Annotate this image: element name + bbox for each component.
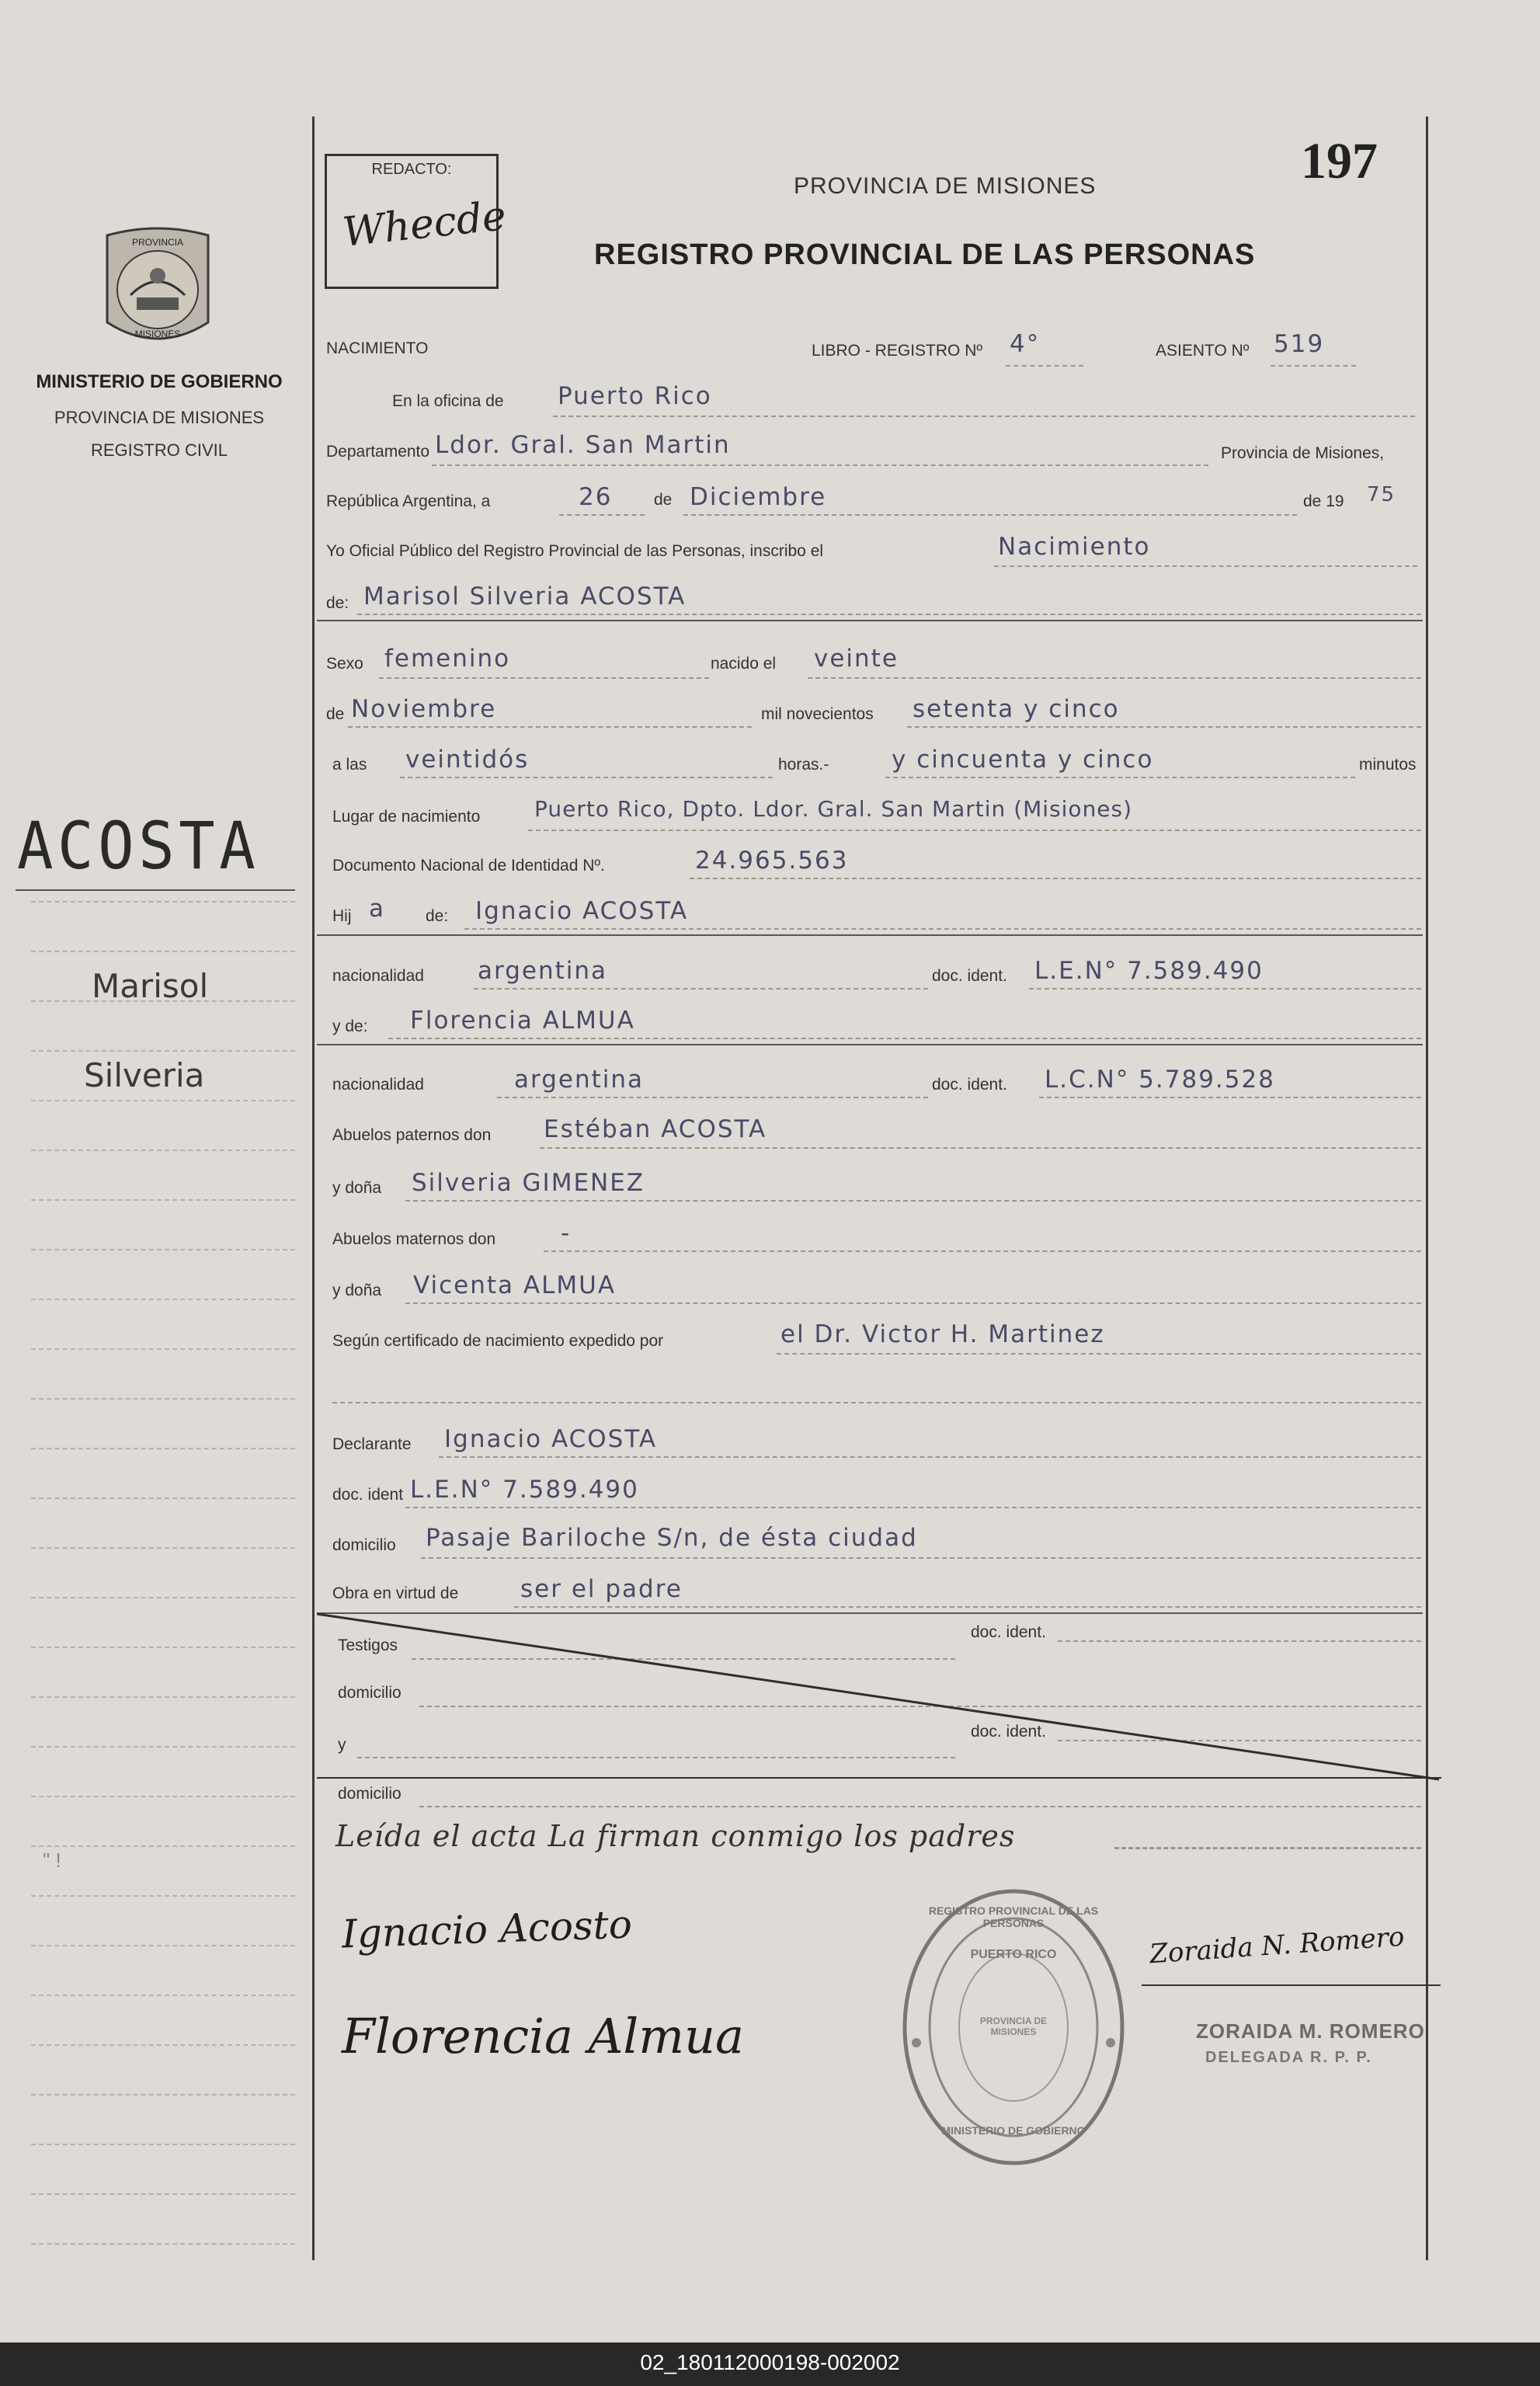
signature-madre: Florencia Almua [342,2008,744,2064]
domicilio-value: Pasaje Bariloche S/n, de ésta ciudad [426,1524,918,1552]
ministry-line1: MINISTERIO DE GOBIERNO [36,371,283,392]
abuelo-pat-value: Estéban ACOSTA [544,1115,767,1143]
leida-value: Leída el acta La firman conmigo los padres [335,1819,1016,1853]
abuela-pat-value: Silveria GIMENEZ [412,1169,645,1197]
obra-label: Obra en virtud de [332,1584,459,1602]
margin-ruled-line [31,1895,295,1897]
abuelos-pat-label: Abuelos paternos don [332,1126,492,1144]
margin-ruled-line [31,1845,295,1847]
doc-decl-label: doc. ident [332,1486,404,1504]
y-dona-label: y doña [332,1179,382,1197]
provincia-label: Provincia de Misiones, [1221,444,1385,462]
padre-value: Ignacio ACOSTA [475,897,689,925]
oficina-value: Puerto Rico [558,382,712,410]
margin-ruled-line [31,1746,295,1748]
margin-name2: Silveria [84,1056,205,1094]
nacionalidad-madre-value: argentina [514,1066,645,1094]
de-label3: de [326,705,345,723]
hij-label: Hij [332,907,352,925]
certificado-value: el Dr. Victor H. Martinez [780,1320,1105,1348]
mes-nac-value: Noviembre [351,695,497,723]
margin-ruled-line [31,1398,295,1400]
margin-surname: ACOSTA [17,808,260,884]
margin-ruled-line [31,2044,295,2046]
nacionalidad-label2: nacionalidad [332,1076,424,1094]
asiento-value: 519 [1274,330,1325,358]
margin-ruled-line [31,1497,295,1499]
signature-oficial: Zoraida N. Romero [1149,1921,1406,1970]
year-value: 75 [1367,483,1396,506]
testigos-cross-line [317,1612,1443,1783]
doc-t1-label: doc. ident. [971,1623,1046,1641]
nacimiento-label: NACIMIENTO [326,339,429,357]
hij-suffix-value: a [369,895,385,923]
margin-ruled-line [31,901,295,903]
de-label4: de: [426,907,449,925]
nacionalidad-padre-value: argentina [478,957,608,985]
margin-ruled-line [31,1696,295,1698]
declarante-label: Declarante [332,1435,412,1453]
margin-ruled-line [31,1448,295,1449]
margin-ruled-line [31,1597,295,1598]
margin-ruled-line [31,1647,295,1648]
seal-text-top: PROVINCIA [131,237,183,248]
departamento-value: Ldor. Gral. San Martin [435,431,731,459]
ministry-line3: REGISTRO CIVIL [90,440,228,460]
a-las-label: a las [332,756,367,774]
page-number: 197 [1301,133,1378,190]
stamp-role: DELEGADA R. P. P. [1205,2049,1372,2066]
de-label: de [654,491,673,509]
yo-oficial-label: Yo Oficial Público del Registro Provincial de las Personas, inscribo el [326,542,824,560]
madre-value: Florencia ALMUA [410,1007,635,1035]
redacto-signature: Whecde [340,193,509,256]
nombre-value: Marisol Silveria ACOSTA [363,583,687,610]
seal-text-bottom: MISIONES [134,329,181,339]
republica-label: República Argentina, a [326,492,491,510]
libro-label: LIBRO - REGISTRO Nº [812,342,983,360]
asiento-label: ASIENTO Nº [1156,342,1250,360]
oficina-label: En la oficina de [392,392,504,410]
dni-value: 24.965.563 [695,847,849,875]
dni-label: Documento Nacional de Identidad Nº. [332,857,605,875]
declarante-value: Ignacio ACOSTA [444,1425,658,1453]
margin-ruled-line [31,1299,295,1300]
docident-label: doc. ident. [932,967,1007,985]
departamento-label: Departamento [326,443,430,461]
doc-decl-value: L.E.N° 7.589.490 [410,1476,639,1504]
margin-ruled-line [31,1100,295,1101]
certificado-label: Según certificado de nacimiento expedido por [332,1332,664,1350]
nacido-label: nacido el [711,655,777,673]
ministry-seal [99,221,216,355]
abuela-mat-value: Vicenta ALMUA [413,1271,617,1299]
seal-outer-text: REGISTRO PROVINCIAL DE LAS PERSONAS [928,1904,1099,1929]
margin-ruled-line [31,2144,295,2145]
margin-surname-underline [16,889,295,891]
margin-ruled-line [31,2094,295,2096]
de-year-label: de 19 [1303,492,1344,510]
obra-value: ser el padre [520,1575,683,1603]
dia-value: 26 [579,483,613,511]
seal-bottom-text: MINISTERIO DE GOBIERNO [941,2124,1086,2137]
domicilio-t1-label: domicilio [338,1684,402,1702]
dia-nac-value: veinte [814,645,899,673]
margin-ruled-line [31,1945,295,1946]
hora-value: veintidós [405,746,530,774]
seal-inner-text: PROVINCIA DE MISIONES [979,2016,1048,2037]
margin-ruled-line [31,1547,295,1549]
mil-label: mil novecientos [761,705,874,723]
margin-ruled-line [31,1199,295,1201]
header-province: PROVINCIA DE MISIONES [794,173,1097,199]
margin-ruled-line [31,1796,295,1797]
de-label2: de: [326,594,349,612]
lugar-value: Puerto Rico, Dpto. Ldor. Gral. San Martin (Misiones) [534,796,1133,822]
stamp-name: ZORAIDA M. ROMERO [1196,2019,1425,2043]
margin-ruled-line [31,1348,295,1350]
horas-label: horas.- [778,756,829,774]
domicilio-t2-label: domicilio [338,1785,402,1803]
margin-ruled-line [31,951,295,952]
margin-ruled-line [31,1150,295,1151]
official-seal [901,1887,1126,2167]
redacto-label: REDACTO: [371,161,452,178]
y-dona-label2: y doña [332,1282,382,1299]
redacto-box [325,154,509,289]
anio-nac-value: setenta y cinco [913,695,1120,723]
header-title: REGISTRO PROVINCIAL DE LAS PERSONAS [594,238,1256,271]
y-label: y [338,1736,346,1754]
lugar-label: Lugar de nacimiento [332,808,481,826]
right-frame-line [1426,117,1428,2260]
libro-value: 4° [1010,330,1041,358]
sexo-value: femenino [384,645,511,673]
signature-padre: Ignacio Acosto [341,1901,633,1957]
acto-value: Nacimiento [998,533,1151,561]
ministry-line2: PROVINCIA DE MISIONES [54,408,265,427]
testigos-label: Testigos [338,1636,398,1654]
y-de-label: y de: [332,1017,368,1035]
docident-label2: doc. ident. [932,1076,1007,1094]
abuelo-mat-value: - [561,1219,572,1247]
margin-name1: Marisol [92,967,209,1005]
footer-id: 02_180112000198-002002 [640,2350,900,2374]
margin-ruled-line [31,1000,295,1002]
margin-ruled-line [31,2243,295,2245]
minutos-prefix-value: y cincuenta y cinco [892,746,1154,774]
abuelos-mat-label: Abuelos maternos don [332,1230,496,1248]
domicilio-label: domicilio [332,1536,396,1554]
doc-madre-value: L.C.N° 5.789.528 [1045,1066,1275,1094]
left-frame-line [312,117,315,2260]
sexo-label: Sexo [326,655,363,673]
minutos-label: minutos [1359,756,1417,774]
margin-ruled-line [31,2193,295,2195]
nacionalidad-label: nacionalidad [332,967,424,985]
margin-mark: " ! [43,1849,61,1872]
margin-ruled-line [31,1995,295,1996]
margin-ruled-line [31,1249,295,1250]
mes-value: Diciembre [690,483,827,511]
doc-t2-label: doc. ident. [971,1723,1046,1741]
seal-mid-text: PUERTO RICO [970,1948,1057,1961]
margin-ruled-line [31,1050,295,1052]
doc-padre-value: L.E.N° 7.589.490 [1034,957,1264,985]
